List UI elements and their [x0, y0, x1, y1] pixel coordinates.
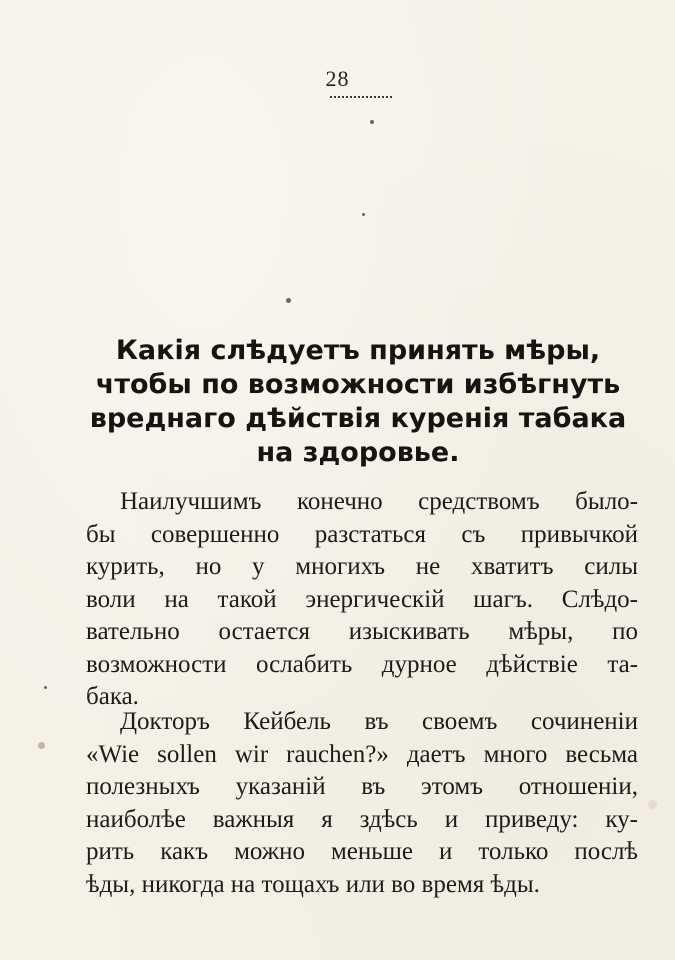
page-number-rule [330, 96, 392, 98]
paragraph-line: бы совершенно разстаться съ привычкой [86, 520, 638, 548]
paragraph-line: рить какъ можно меньше и только послѣ [86, 838, 638, 865]
page-number: 28 [325, 66, 350, 91]
paragraph-line: вательно остается изыскивать мѣры, по [86, 618, 638, 645]
paragraph-line: курить, но у многихъ не хватитъ силы [86, 553, 638, 580]
ink-speck [648, 800, 657, 809]
ink-speck [370, 120, 374, 124]
paragraph-line: бака. [86, 683, 139, 710]
paragraph-line: ѣды, никогда на тощахъ или во время ѣды. [86, 870, 540, 898]
paragraph-line: Докторъ Кейбель въ своемъ сочиненіи [120, 708, 638, 735]
paragraph-line: наиболѣе важныя я здѣсь и приведу: ку- [86, 805, 638, 833]
heading-line: чтобы по возможности избѣгнуть [95, 369, 621, 400]
ink-speck [362, 213, 365, 216]
paragraph-line: возможности ослабить дурное дѣйствіе та- [86, 650, 638, 678]
body-paragraph [86, 486, 638, 714]
paragraph-line: воли на такой энергическій шагъ. Слѣдо- [86, 585, 638, 613]
paragraph-line: полезныхъ указаній въ этомъ отношеніи, [86, 773, 638, 800]
body-paragraph [86, 706, 638, 901]
heading-line: вреднаго дѣйствія куренія табака [89, 403, 627, 434]
ink-speck [38, 742, 45, 749]
ink-speck [44, 686, 47, 689]
paragraph-line: «Wie sollen wir rauchen?» даетъ много весьма [86, 740, 638, 768]
chapter-heading [78, 334, 638, 470]
paragraph-line: Наилучшимъ конечно средствомъ было- [120, 488, 638, 515]
ink-speck [286, 298, 291, 303]
heading-line: на здоровье. [256, 437, 460, 468]
heading-line: Какія слѣдуетъ принять мѣры, [115, 335, 601, 366]
